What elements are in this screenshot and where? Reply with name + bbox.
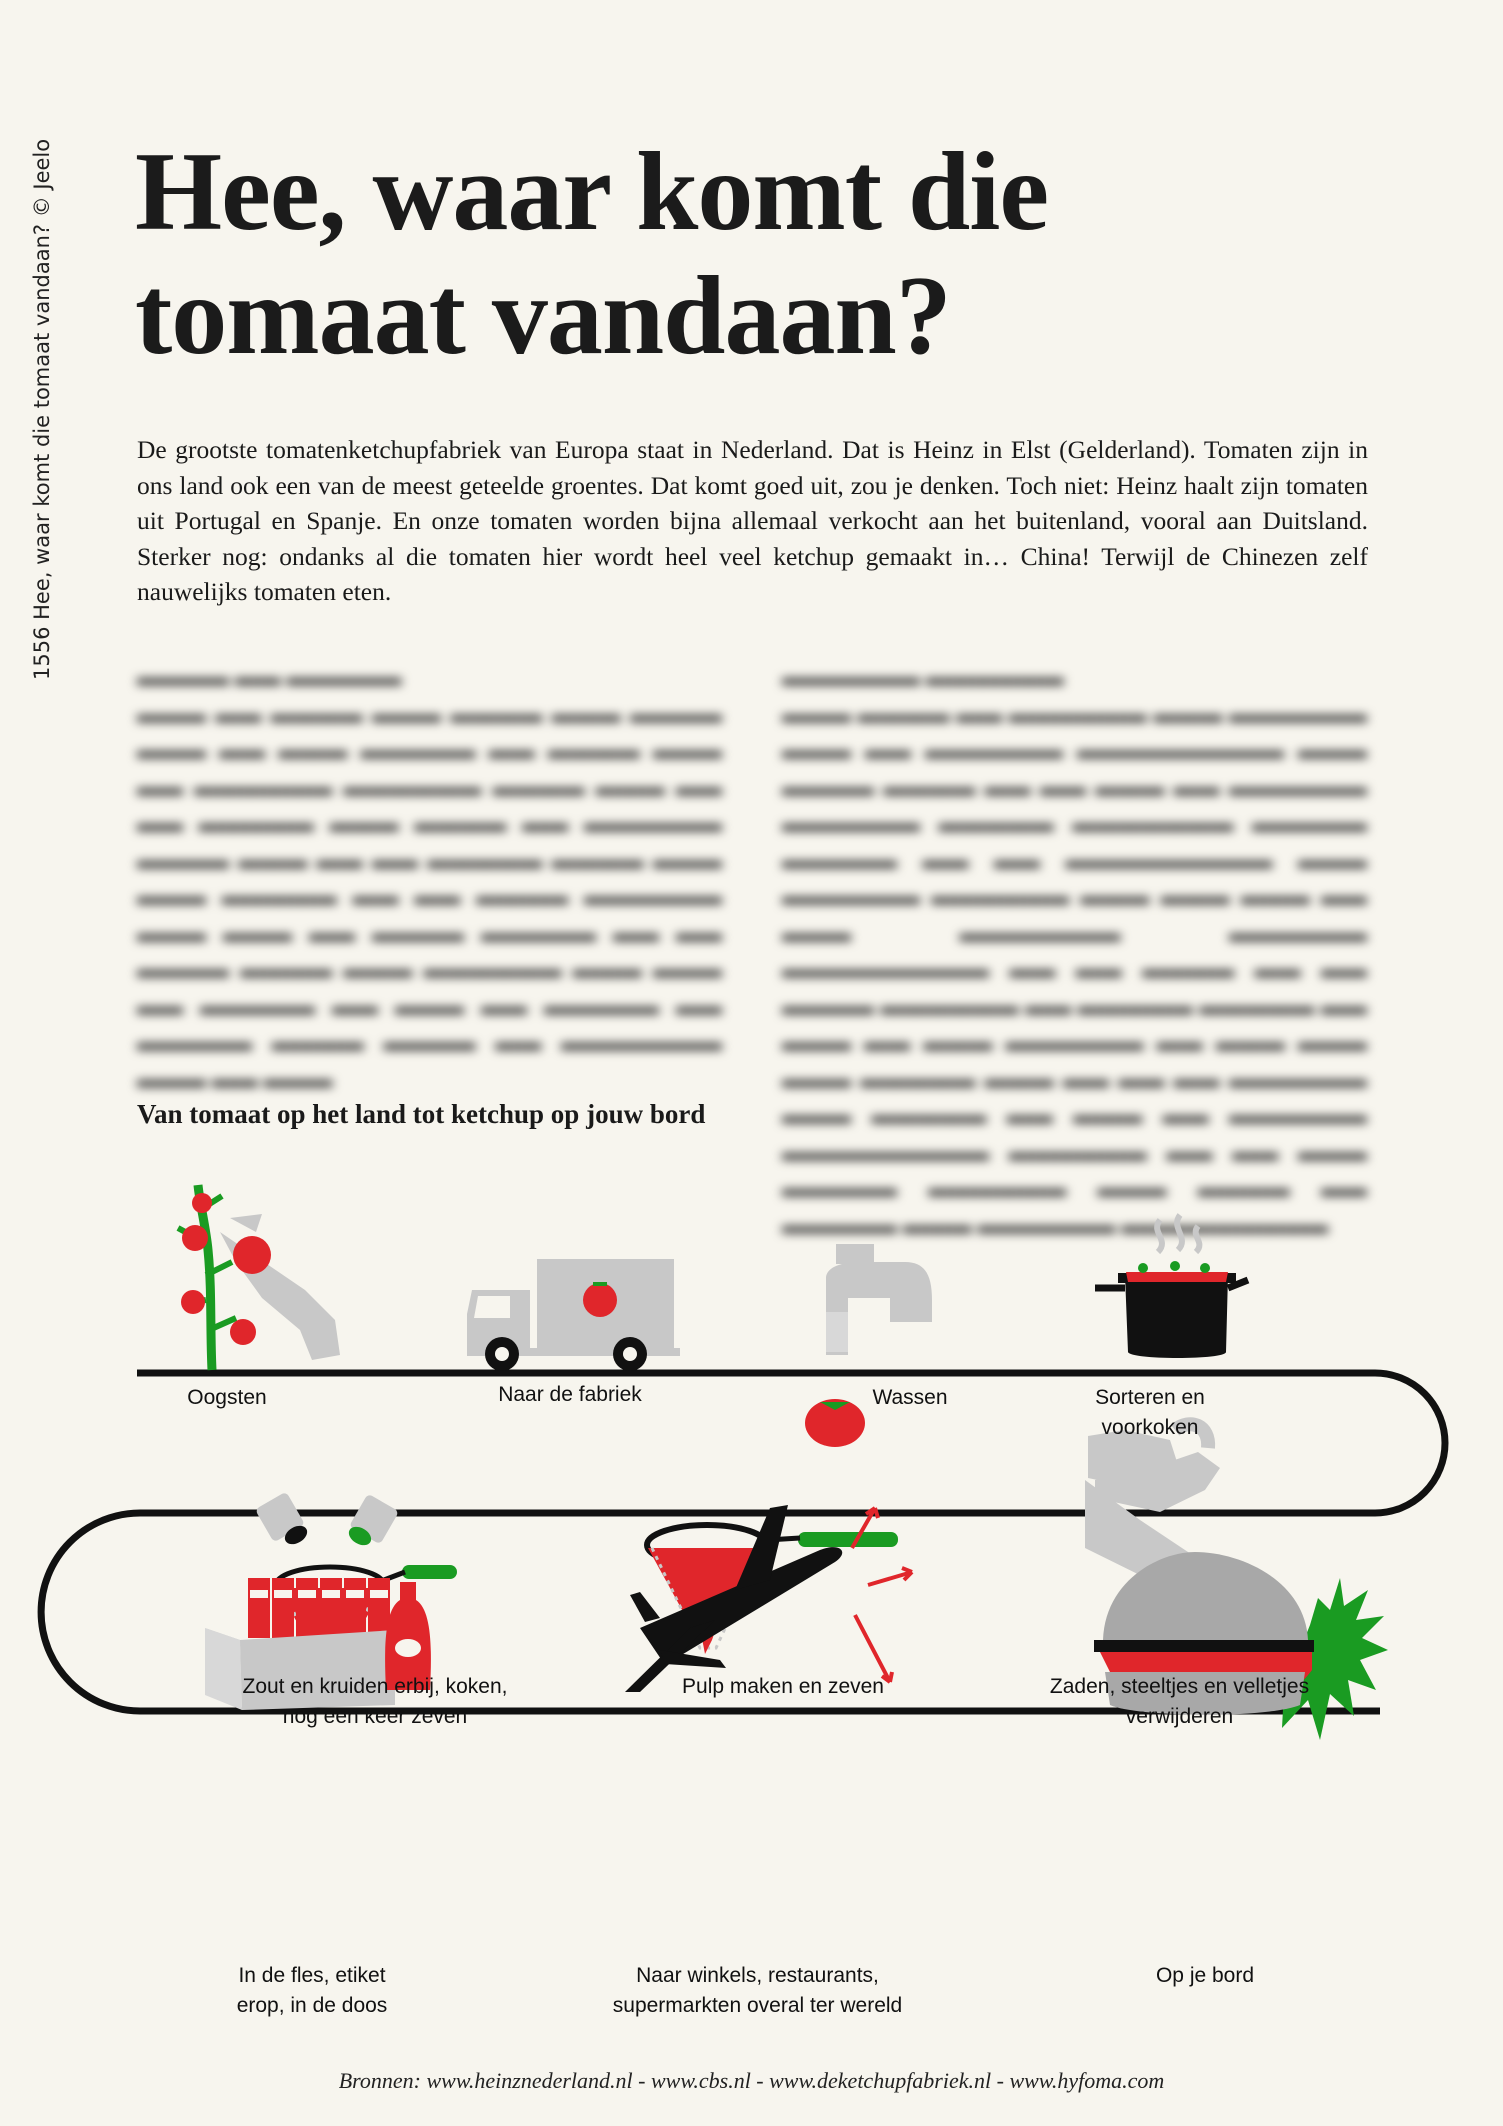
step-label-naar-winkels: Naar winkels, restaurants, supermarkten overal ter wereld — [612, 1964, 903, 2017]
step-label-wassen: Wassen — [872, 1386, 948, 1409]
cooking-pot-icon — [1095, 1215, 1248, 1358]
step-label-oogsten: Oogsten — [187, 1386, 267, 1409]
step-label-zaden: Zaden, steeltjes en velletjes verwijderen — [1049, 1675, 1310, 1728]
step-label-zout-en-kruiden: Zout en kruiden erbij, koken, nog een keer zeven — [242, 1675, 508, 1728]
faucet-icon — [805, 1244, 932, 1447]
blurred-column-right: ▬▬▬▬▬▬ ▬▬▬▬▬▬ ▬▬▬ ▬▬▬▬ ▬▬ ▬▬▬▬▬▬ ▬▬▬ ▬▬▬▬▬▬ ▬▬▬ ▬▬ ▬▬▬▬▬▬ ▬▬▬▬▬▬▬▬▬ ▬▬▬ ▬▬▬▬ ▬▬▬▬ ▬▬ ▬▬ ▬▬▬ ▬▬ ▬▬▬▬▬▬ ▬▬▬▬▬▬ ▬▬▬▬▬ ▬▬▬▬▬▬▬ ▬▬▬▬▬ ▬▬▬▬▬ ▬▬ ▬▬ ▬▬▬▬▬▬▬▬▬ ▬▬▬ ▬▬▬▬▬▬ ▬▬▬▬▬▬ ▬▬▬ ▬▬▬ ▬▬▬ ▬▬ ▬▬▬ ▬▬▬▬▬▬▬ ▬▬▬▬▬▬ ▬▬▬▬▬▬▬▬▬ ▬▬ ▬▬ ▬▬▬▬ ▬▬ ▬▬ ▬▬▬▬ ▬▬▬▬▬▬ ▬▬ ▬▬▬▬▬ ▬▬▬▬▬ ▬▬ ▬▬▬ ▬▬ ▬▬▬ ▬▬▬▬▬▬ ▬▬ ▬▬▬ ▬▬▬ ▬▬▬ ▬▬▬▬▬ ▬▬▬ ▬▬ ▬▬ ▬▬ ▬▬▬▬▬▬ ▬▬▬ ▬▬▬▬▬ ▬▬ ▬▬▬ ▬▬ ▬▬▬▬▬▬ ▬▬▬▬▬▬▬▬▬ ▬▬▬▬▬▬ ▬▬ ▬▬ ▬▬▬ ▬▬▬▬▬ ▬▬▬▬▬▬ ▬▬▬ ▬▬▬▬ ▬▬ ▬▬▬▬▬ ▬▬▬ ▬▬▬▬▬▬ ▬▬▬▬▬▬▬▬▬ — [782, 665, 1367, 1238]
sources-line: Bronnen: www.heinznederland.nl - www.cbs.nl - www.deketchupfabriek.nl - www.hyfoma.com — [338, 2068, 1165, 2093]
title-line-1: Hee, waar komt die — [135, 130, 1049, 254]
step-label-pulp: Pulp maken en zeven — [682, 1675, 884, 1698]
truck-icon — [467, 1259, 680, 1371]
tomato-plant-icon — [178, 1185, 340, 1370]
blurred-column-left: ▬▬▬▬ ▬▬ ▬▬▬▬▬ ▬▬▬ ▬▬ ▬▬▬▬ ▬▬▬ ▬▬▬▬ ▬▬▬ ▬▬▬▬ ▬▬▬ ▬▬ ▬▬▬ ▬▬▬▬▬ ▬▬ ▬▬▬▬ ▬▬▬ ▬▬ ▬▬▬▬▬▬ ▬▬▬▬▬▬ ▬▬▬▬ ▬▬▬ ▬▬ ▬▬ ▬▬▬▬▬ ▬▬▬ ▬▬▬▬ ▬▬ ▬▬▬▬▬▬ ▬▬▬▬ ▬▬▬ ▬▬ ▬▬ ▬▬▬▬▬ ▬▬▬▬ ▬▬▬ ▬▬▬ ▬▬▬▬▬ ▬▬ ▬▬ ▬▬▬▬ ▬▬▬▬▬▬ ▬▬▬ ▬▬▬ ▬▬ ▬▬▬▬ ▬▬▬▬▬ ▬▬ ▬▬ ▬▬▬▬ ▬▬▬▬ ▬▬▬ ▬▬▬▬▬▬ ▬▬▬ ▬▬▬ ▬▬ ▬▬▬▬▬ ▬▬ ▬▬▬ ▬▬ ▬▬▬▬▬ ▬▬ ▬▬▬▬▬ ▬▬▬▬ ▬▬▬▬ ▬▬ ▬▬▬▬▬▬▬ ▬▬▬ ▬▬ ▬▬▬ — [137, 665, 722, 1092]
flow-title: Van tomaat op het land tot ketchup op jouw bord — [137, 1099, 706, 1129]
step-label-sorteren: Sorteren en voorkoken — [1095, 1386, 1205, 1439]
side-caption: 1556 Hee, waar komt die tomaat vandaan? © Jeelo — [30, 138, 54, 680]
step-label-naar-de-fabriek: Naar de fabriek — [498, 1383, 642, 1406]
step-label-op-je-bord: Op je bord — [1155, 1964, 1255, 1987]
title-line-2: tomaat vandaan? — [135, 254, 951, 378]
intro-paragraph: De grootste tomatenketchupfabriek van Europa staat in Nederland. Dat is Heinz in Elst (Gelderland). Tomaten zijn in ons land ook een van de meest geteelde groentes. Dat komt goed uit, zou je denken. Toch niet: Heinz haalt zijn tomaten uit Portugal en Spanje. En onze tomaten worden bijna allemaal verkocht aan het buitenland, vooral aan Duitsland. Sterker nog: ondanks al die tomaten hier wordt heel veel ketchup gemaakt in… China! Terwijl de Chinezen zelf nauwelijks tomaten eten. — [137, 435, 1368, 606]
step-label-in-de-fles: In de fles, etiket erop, in de doos — [236, 1964, 388, 2017]
